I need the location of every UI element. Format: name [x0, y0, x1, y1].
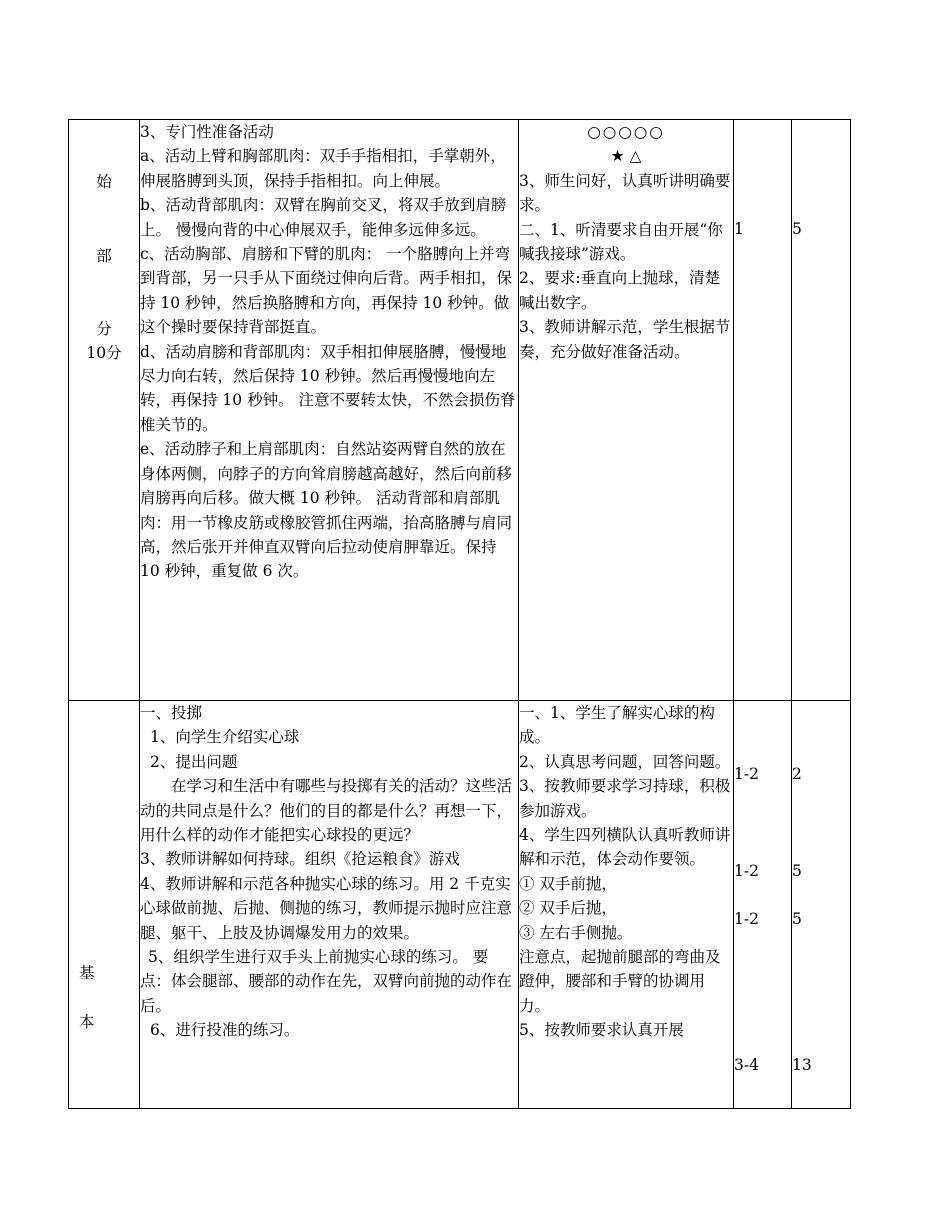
intensity-cell	[792, 120, 851, 701]
organization-paragraph: 一、1、学生了解实心球的构成。	[519, 704, 715, 747]
organization-paragraph: 3、教师讲解示范，学生根据节奏，充分做好准备活动。	[519, 318, 731, 361]
organization-paragraph: 注意点，起抛前腿部的弯曲及蹬伸，腰部和手臂的协调用力。	[519, 948, 721, 1015]
intensity-value: 2	[792, 765, 802, 783]
times-cell	[734, 701, 792, 1109]
content-paragraph: a、活动上臂和胸部肌肉：双手手指相扣，手掌朝外，伸展胳膊到头顶，保持手指相扣。向上伸展。	[140, 147, 506, 190]
intensity-value: 5	[792, 220, 802, 238]
table-row-main	[69, 701, 851, 1109]
content-cell	[140, 701, 519, 1109]
intensity-value: 5	[792, 910, 802, 928]
organization-paragraph: 4、学生四列横队认真听教师讲解和示范，体会动作要领。	[519, 826, 731, 869]
intensity-value: 13	[792, 1056, 812, 1074]
organization-paragraph: 3、师生问好，认真听讲明确要求。	[519, 171, 731, 215]
times-cell	[734, 120, 792, 701]
times-value: 1-2	[734, 765, 759, 783]
organization-paragraph: 3、按教师要求学习持球，积极参加游戏。	[519, 777, 731, 820]
section-label-cell	[69, 120, 140, 701]
formation-marks: ★ △	[610, 147, 642, 166]
organization-paragraph: 5、按教师要求认真开展	[519, 1021, 684, 1040]
section-char: 本	[79, 1013, 95, 1031]
times-value: 1-2	[734, 862, 759, 880]
table-row-warmup	[69, 120, 851, 701]
lesson-plan-table	[68, 119, 851, 1109]
section-char: 始	[96, 173, 112, 191]
content-paragraph: d、活动肩膀和背部肌肉：双手相扣伸展胳膊，慢慢地尽力向右转，然后保持 10 秒钟。然后再慢慢地向左转，再保持 10 秒钟。 注意不要转太快，不然会损伤脊椎关节的。	[140, 342, 516, 434]
times-value: 3-4	[734, 1056, 759, 1074]
times-value: 1-2	[734, 910, 759, 928]
organization-cell	[519, 701, 734, 1109]
content-paragraph: c、活动胸部、肩膀和下臂的肌肉： 一个胳膊向上并弯到背部，另一只手从下面绕过伸向后背。两手相扣，保持 10 秒钟，然后换胳膊和方向，再保持 10 秒钟。做这个操时要保持背部挺直。	[140, 245, 513, 337]
section-time: 10分	[86, 344, 122, 362]
organization-paragraph: 2、要求:垂直向上抛球，清楚喊出数字。	[519, 269, 721, 312]
organization-paragraph: ③ 左右手侧抛。	[519, 923, 633, 942]
organization-paragraph: ② 双手后抛，	[519, 899, 617, 918]
organization-paragraph: 二、1、听清要求自由开展“你喊我接球”游戏。	[519, 220, 723, 264]
organization-paragraph: 2、认真思考问题，回答问题。	[519, 752, 731, 771]
section-char: 分	[96, 320, 112, 338]
formation-circles: ○○○○○	[587, 123, 665, 141]
section-label-cell	[69, 701, 140, 1109]
content-cell	[140, 120, 519, 701]
intensity-cell	[792, 701, 851, 1109]
content-paragraph: 在学习和生活中有哪些与投掷有关的活动？这些活动的共同点是什么？他们的目的都是什么？再想一下，用什么样的动作才能把实心球投的更远？	[140, 777, 513, 845]
organization-paragraph: ① 双手前抛，	[519, 874, 617, 893]
content-paragraph: e、活动脖子和上肩部肌肉：自然站姿两臂自然的放在身体两侧，向脖子的方向耸肩膀越高越好，然后向前移肩膀再向后移。做大概 10 秒钟。 活动背部和肩部肌肉：用一节橡皮筋或橡胶管抓住两端，抬高胳膊与肩同高，然后张开并伸直双臂向后拉动使肩胛靠近。保持 10 秒钟，重复做 6 次。	[140, 440, 513, 581]
section-char: 基	[79, 964, 95, 982]
content-paragraph: 5、组织学生进行双手头上前抛实心球的练习。 要点：体会腿部、腰部的动作在先，双臂向前抛的动作在后。	[140, 948, 513, 1015]
content-paragraph: 一、投掷	[140, 704, 203, 722]
intensity-value: 5	[792, 862, 802, 880]
content-paragraph: 2、提出问题	[150, 752, 238, 771]
section-char: 部	[96, 247, 112, 265]
content-paragraph: 3、专门性准备活动	[140, 123, 274, 141]
content-paragraph: 3、教师讲解如何持球。组织《抢运粮食》游戏	[140, 850, 460, 869]
content-paragraph: 6、进行投准的练习。	[150, 1021, 300, 1040]
content-paragraph: 4、教师讲解和示范各种抛实心球的练习。用 2 千克实心球做前抛、后抛、侧抛的练习，教师提示抛时应注意腿、躯干、上肢及协调爆发用力的效果。	[140, 874, 513, 942]
content-paragraph: b、活动背部肌肉：双臂在胸前交叉，将双手放到肩膀上。 慢慢向背的中心伸展双手，能伸多远伸多远。	[140, 196, 507, 239]
organization-cell	[519, 120, 734, 701]
content-paragraph: 1、向学生介绍实心球	[150, 728, 300, 747]
times-value: 1	[734, 220, 744, 238]
